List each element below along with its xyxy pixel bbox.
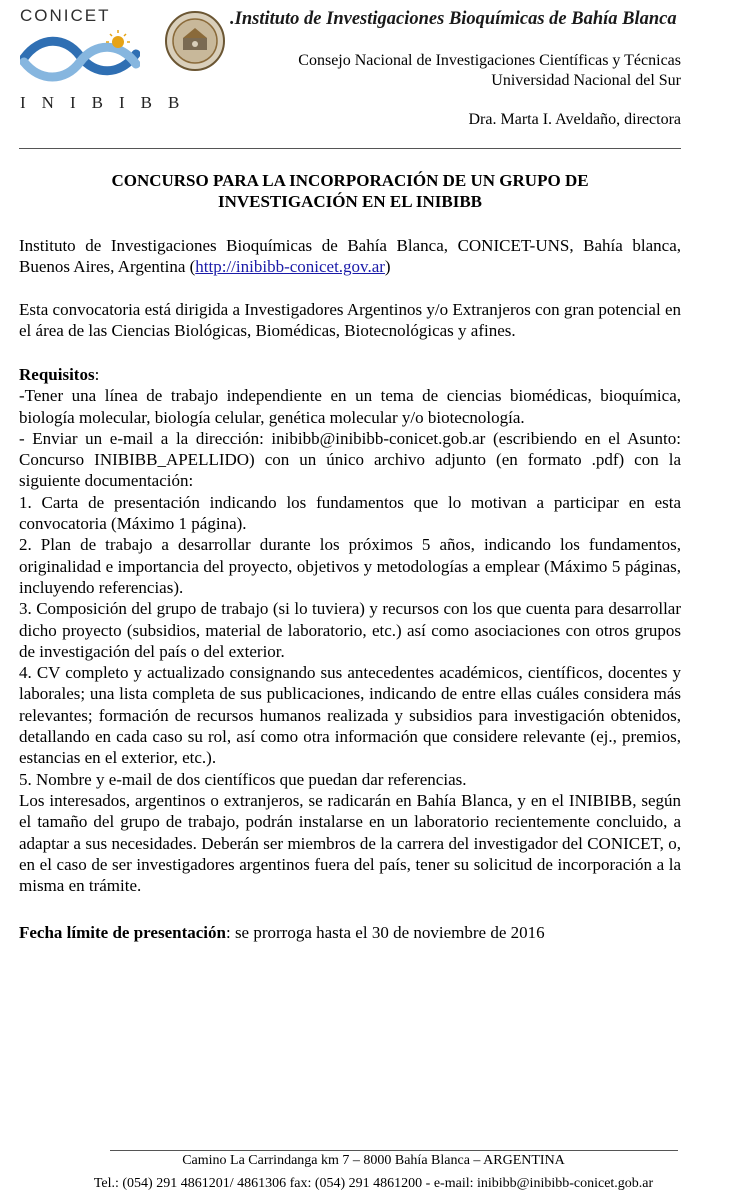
requirement-item: - Enviar un e-mail a la dirección: inibibb@inibibb-conicet.gob.ar (escribiendo en el Asunto: Concurso INIBIBB_APELLIDO) con un único archivo adjunto (en formato .pdf) con la siguiente documentación: xyxy=(19,428,681,491)
footer-address: Camino La Carrindanga km 7 – 8000 Bahía Blanca – ARGENTINA xyxy=(182,1153,565,1168)
requirement-item: 5. Nombre y e-mail de dos científicos que puedan dar referencias. xyxy=(19,769,467,789)
header-divider xyxy=(19,148,681,149)
consejo-name: Consejo Nacional de Investigaciones Científicas y Técnicas xyxy=(298,52,681,69)
title-line-1: CONCURSO PARA LA INCORPORACIÓN DE UN GRUPO DE xyxy=(111,171,589,190)
institute-link[interactable]: http://inibibb-conicet.gov.ar xyxy=(195,257,385,277)
requirement-item: -Tener una línea de trabajo independiente en un tema de ciencias biomédicas, bioquímica, biología molecular, biología celular, genética molecular y/o biotecnología. xyxy=(19,386,681,427)
footer-contact: Tel.: (054) 291 4861201/ 4861306 fax: (054) 291 4861200 - e-mail: inibibb@inibibb-conicet.gob.ar xyxy=(93,1176,654,1191)
conicet-wordmark: CONICET xyxy=(20,6,111,25)
deadline-text: : se prorroga hasta el 30 de noviembre de 2016 xyxy=(225,923,545,942)
requirement-item: 2. Plan de trabajo a desarrollar durante los próximos 5 años, indicando los fundamentos, originalidad e importancia del proyecto, objetivos y metodologías a emplear (Máximo 5 páginas, incluyendo referencias). xyxy=(19,535,681,597)
logo-sun xyxy=(112,36,124,48)
conicet-logo xyxy=(20,28,140,88)
requirements-heading-label: Requisitos xyxy=(19,365,95,384)
institute-text-end: ) xyxy=(384,257,391,277)
convocatoria-paragraph: Esta convocatoria está dirigida a Investigadores Argentinos y/o Extranjeros con gran potencial en el área de las Ciencias Biológicas, Biomédicas, Biotecnológicas y afines. xyxy=(19,300,681,341)
requirements-heading: Requisitos: xyxy=(19,365,100,384)
institute-paragraph xyxy=(19,235,681,278)
footer-divider xyxy=(110,1150,678,1151)
title-line-2: INVESTIGACIÓN EN EL INIBIBB xyxy=(217,192,483,211)
inibibb-seal-logo xyxy=(164,10,226,72)
page-title xyxy=(19,170,681,212)
director-name: Dra. Marta I. Aveldaño, directora xyxy=(468,111,681,128)
requirement-item: 3. Composición del grupo de trabajo (si lo tuviera) y recursos con los que cuenta para desarrollar dicho proyecto (subsidios, material de laboratorio, etc.) así como asociaciones con otros grupos de investigación del país o del exterior. xyxy=(19,599,681,661)
requirement-item: 4. CV completo y actualizado consignando sus antecedentes académicos, científicos, docentes y laborales; una lista completa de sus publicaciones, indicando de entre ellas cuáles considera más relevantes; formación de recursos humanos realizada y subsidios para investigación obtenidos, detallando en cada caso su rol, así como otra información que considere relevante (ej., premios, estancias en el exterior, etc.). xyxy=(19,663,681,768)
institute-title: .Instituto de Investigaciones Bioquímicas de Bahía Blanca xyxy=(230,9,677,29)
deadline-label: Fecha límite de presentación xyxy=(19,923,226,942)
deadline xyxy=(19,923,681,943)
requirements-section xyxy=(19,364,681,896)
inibibb-wordmark: INIBIBB xyxy=(20,93,196,112)
relocation-paragraph: Los interesados, argentinos o extranjeros, se radicarán en Bahía Blanca, y en el INIBIBB, según el tamaño del grupo de trabajo, podrán instalarse en un laboratorio recientemente concluido, a adaptar a sus necesidades. Deberán ser miembros de la carrera del investigador del CONICET, o, en el caso de ser investigadores argentinos fuera del país, tener su solicitud de incorporación a la misma en trámite. xyxy=(19,790,681,896)
university-name: Universidad Nacional del Sur xyxy=(491,72,681,89)
requirement-item: 1. Carta de presentación indicando los fundamentos que lo motivan a participar en esta convocatoria (Máximo 1 página). xyxy=(19,492,681,534)
institute-text: Instituto de Investigaciones Bioquímicas de Bahía Blanca, CONICET-UNS, Bahía blanca, Buenos Aires, Argentina ( xyxy=(19,236,681,277)
